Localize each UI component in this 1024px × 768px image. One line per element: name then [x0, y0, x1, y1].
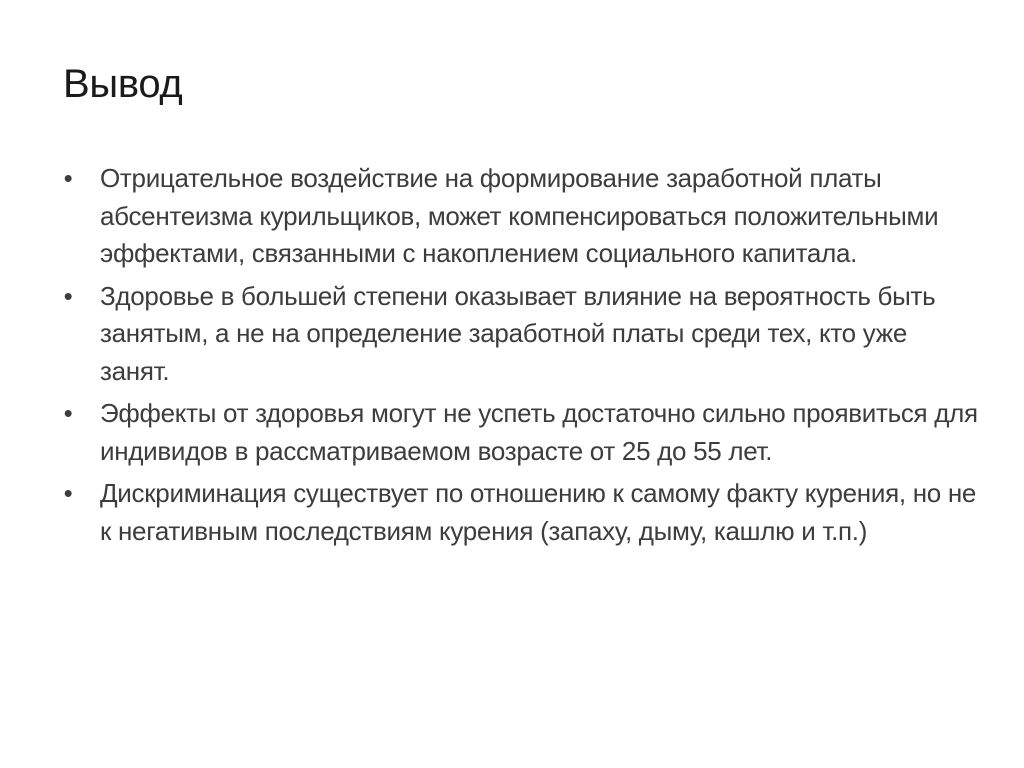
- bullet-dot-icon: •: [63, 280, 73, 311]
- bullet-item: [58, 278, 978, 391]
- bullet-text: Здоровье в большей степени оказывает влияние на вероятность быть занятым, а не на определение заработной платы среди тех, кто уже занят.: [100, 280, 936, 386]
- bullet-text: Дискриминация существует по отношению к самому факту курения, но не к негативным последствиям курения (запаху, дыму, кашлю и т.п.): [100, 478, 977, 546]
- bullet-item: [58, 475, 978, 550]
- bullet-dot-icon: •: [63, 478, 73, 508]
- bullet-item: [58, 160, 978, 273]
- bullet-list: [58, 160, 978, 555]
- bullet-dot-icon: •: [63, 163, 73, 193]
- bullet-text: Эффекты от здоровья могут не успеть достаточно сильно проявиться для индивидов в рассматриваемом возрасте от 25 до 55 лет.: [100, 398, 978, 466]
- bullet-text: Отрицательное воздействие на формирование заработной платы абсентеизма курильщиков, может компенсироваться положительными эффектами, связанными с накоплением социального капитала.: [100, 163, 939, 268]
- bullet-item: [58, 395, 978, 470]
- bullet-dot-icon: •: [63, 398, 73, 428]
- slide-title: Вывод: [63, 62, 183, 106]
